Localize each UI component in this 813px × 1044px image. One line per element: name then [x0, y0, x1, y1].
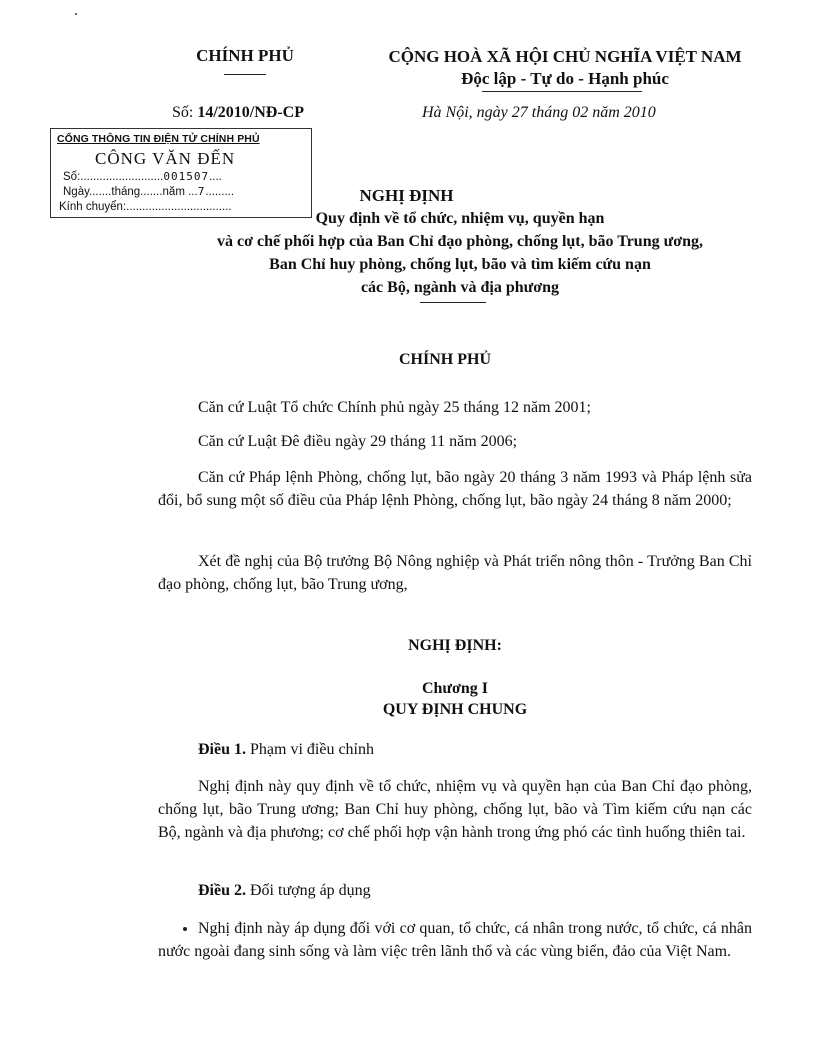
- article-label: Điều 1.: [198, 741, 246, 758]
- preamble-clause: Căn cứ Pháp lệnh Phòng, chống lụt, bão ngày 20 tháng 3 năm 1993 và Pháp lệnh sửa đổi, bổ sung một số điều của Pháp lệnh Phòng, chống lụt, bão ngày 24 tháng 8 năm 2000;: [158, 469, 752, 509]
- motto-underline: [482, 91, 642, 92]
- stamp-number-row: Số:..........................001507....: [63, 170, 222, 183]
- document-number-label: Số:: [172, 104, 194, 121]
- issuing-agency: CHÍNH PHỦ: [196, 46, 294, 65]
- decree-title: NGHỊ ĐỊNH: [359, 186, 454, 205]
- national-title: CỘNG HOÀ XÃ HỘI CHỦ NGHĨA VIỆT NAM: [388, 47, 742, 66]
- subtitle-line: và cơ chế phối hợp của Ban Chỉ đạo phòng, chống lụt, bão Trung ương,: [217, 233, 703, 250]
- stamp-date-label-year: năm: [162, 186, 185, 198]
- chapter-number: Chương I: [421, 680, 489, 697]
- article-1-body: Nghị định này quy định về tổ chức, nhiệm vụ và quyền hạn của Ban Chỉ đạo phòng, chống lụt, bão Trung ương; Ban Chỉ huy phòng, chống lụt, bão và Tìm kiếm cứu nạn các Bộ, ngành và địa phương; cơ chế phối hợp vận hành trong ứng phó các tình huống thiên tai.: [158, 778, 752, 841]
- article-title: Phạm vi điều chỉnh: [250, 741, 374, 758]
- subtitle-line: Quy định về tổ chức, nhiệm vụ, quyền hạn: [315, 210, 605, 227]
- stamp-forward-label: Kính chuyển:: [59, 201, 127, 213]
- stamp-date-row: Ngày.......tháng.......năm ...7.........: [63, 185, 235, 198]
- title-underline: [420, 302, 486, 303]
- document-number: [172, 104, 304, 122]
- preamble-clause: Căn cứ Luật Đê điều ngày 29 tháng 11 năm 2006;: [198, 433, 518, 450]
- subtitle-line: các Bộ, ngành và địa phương: [360, 279, 560, 296]
- article-2-body: Nghị định này áp dụng đối với cơ quan, tổ chức, cá nhân trong nước, tổ chức, cá nhân nước ngoài đang sinh sống và làm việc trên lãnh thổ và các vùng biển, đảo của Việt Nam.: [158, 920, 752, 960]
- stamp-forward-row: Kính chuyển:.................................: [59, 201, 232, 213]
- article-1-heading: [198, 741, 374, 759]
- article-2-heading: [198, 882, 371, 900]
- national-motto: Độc lập - Tự do - Hạnh phúc: [461, 69, 669, 88]
- article-title: Đối tượng áp dụng: [250, 882, 371, 899]
- subtitle-line: Ban Chỉ huy phòng, chống lụt, bão và tìm kiếm cứu nạn: [269, 256, 651, 273]
- stamp-number-label: Số:: [63, 171, 81, 183]
- agency-underline: [224, 74, 266, 75]
- decree-subtitle: [140, 207, 780, 299]
- preamble-clause: Xét đề nghị của Bộ trưởng Bộ Nông nghiệp và Phát triển nông thôn - Trưởng Ban Chỉ đạo phòng, chống lụt, bão Trung ương,: [158, 553, 752, 593]
- date-line: Hà Nội, ngày 27 tháng 02 năm 2010: [422, 104, 656, 121]
- stamp-date-value: 7: [197, 185, 206, 198]
- national-header: [355, 46, 775, 90]
- article-label: Điều 2.: [198, 882, 246, 899]
- stamp-number-value: 001507: [163, 170, 210, 183]
- stamp-date-label-month: tháng: [111, 186, 141, 198]
- preamble-clause: Căn cứ Luật Tổ chức Chính phủ ngày 25 tháng 12 năm 2001;: [198, 399, 591, 416]
- document-number-value: 14/2010/NĐ-CP: [197, 104, 304, 121]
- issuer-heading: CHÍNH PHỦ: [399, 351, 491, 368]
- stamp-title: CÔNG VĂN ĐẾN: [95, 149, 236, 168]
- chapter-title: QUY ĐỊNH CHUNG: [382, 701, 528, 718]
- stamp-header: CỔNG THÔNG TIN ĐIỆN TỬ CHÍNH PHỦ: [57, 133, 260, 145]
- stamp-date-label-day: Ngày: [63, 186, 89, 198]
- scan-speck: [75, 13, 77, 15]
- decree-heading: NGHỊ ĐỊNH:: [408, 637, 502, 654]
- chapter-heading: [0, 678, 813, 720]
